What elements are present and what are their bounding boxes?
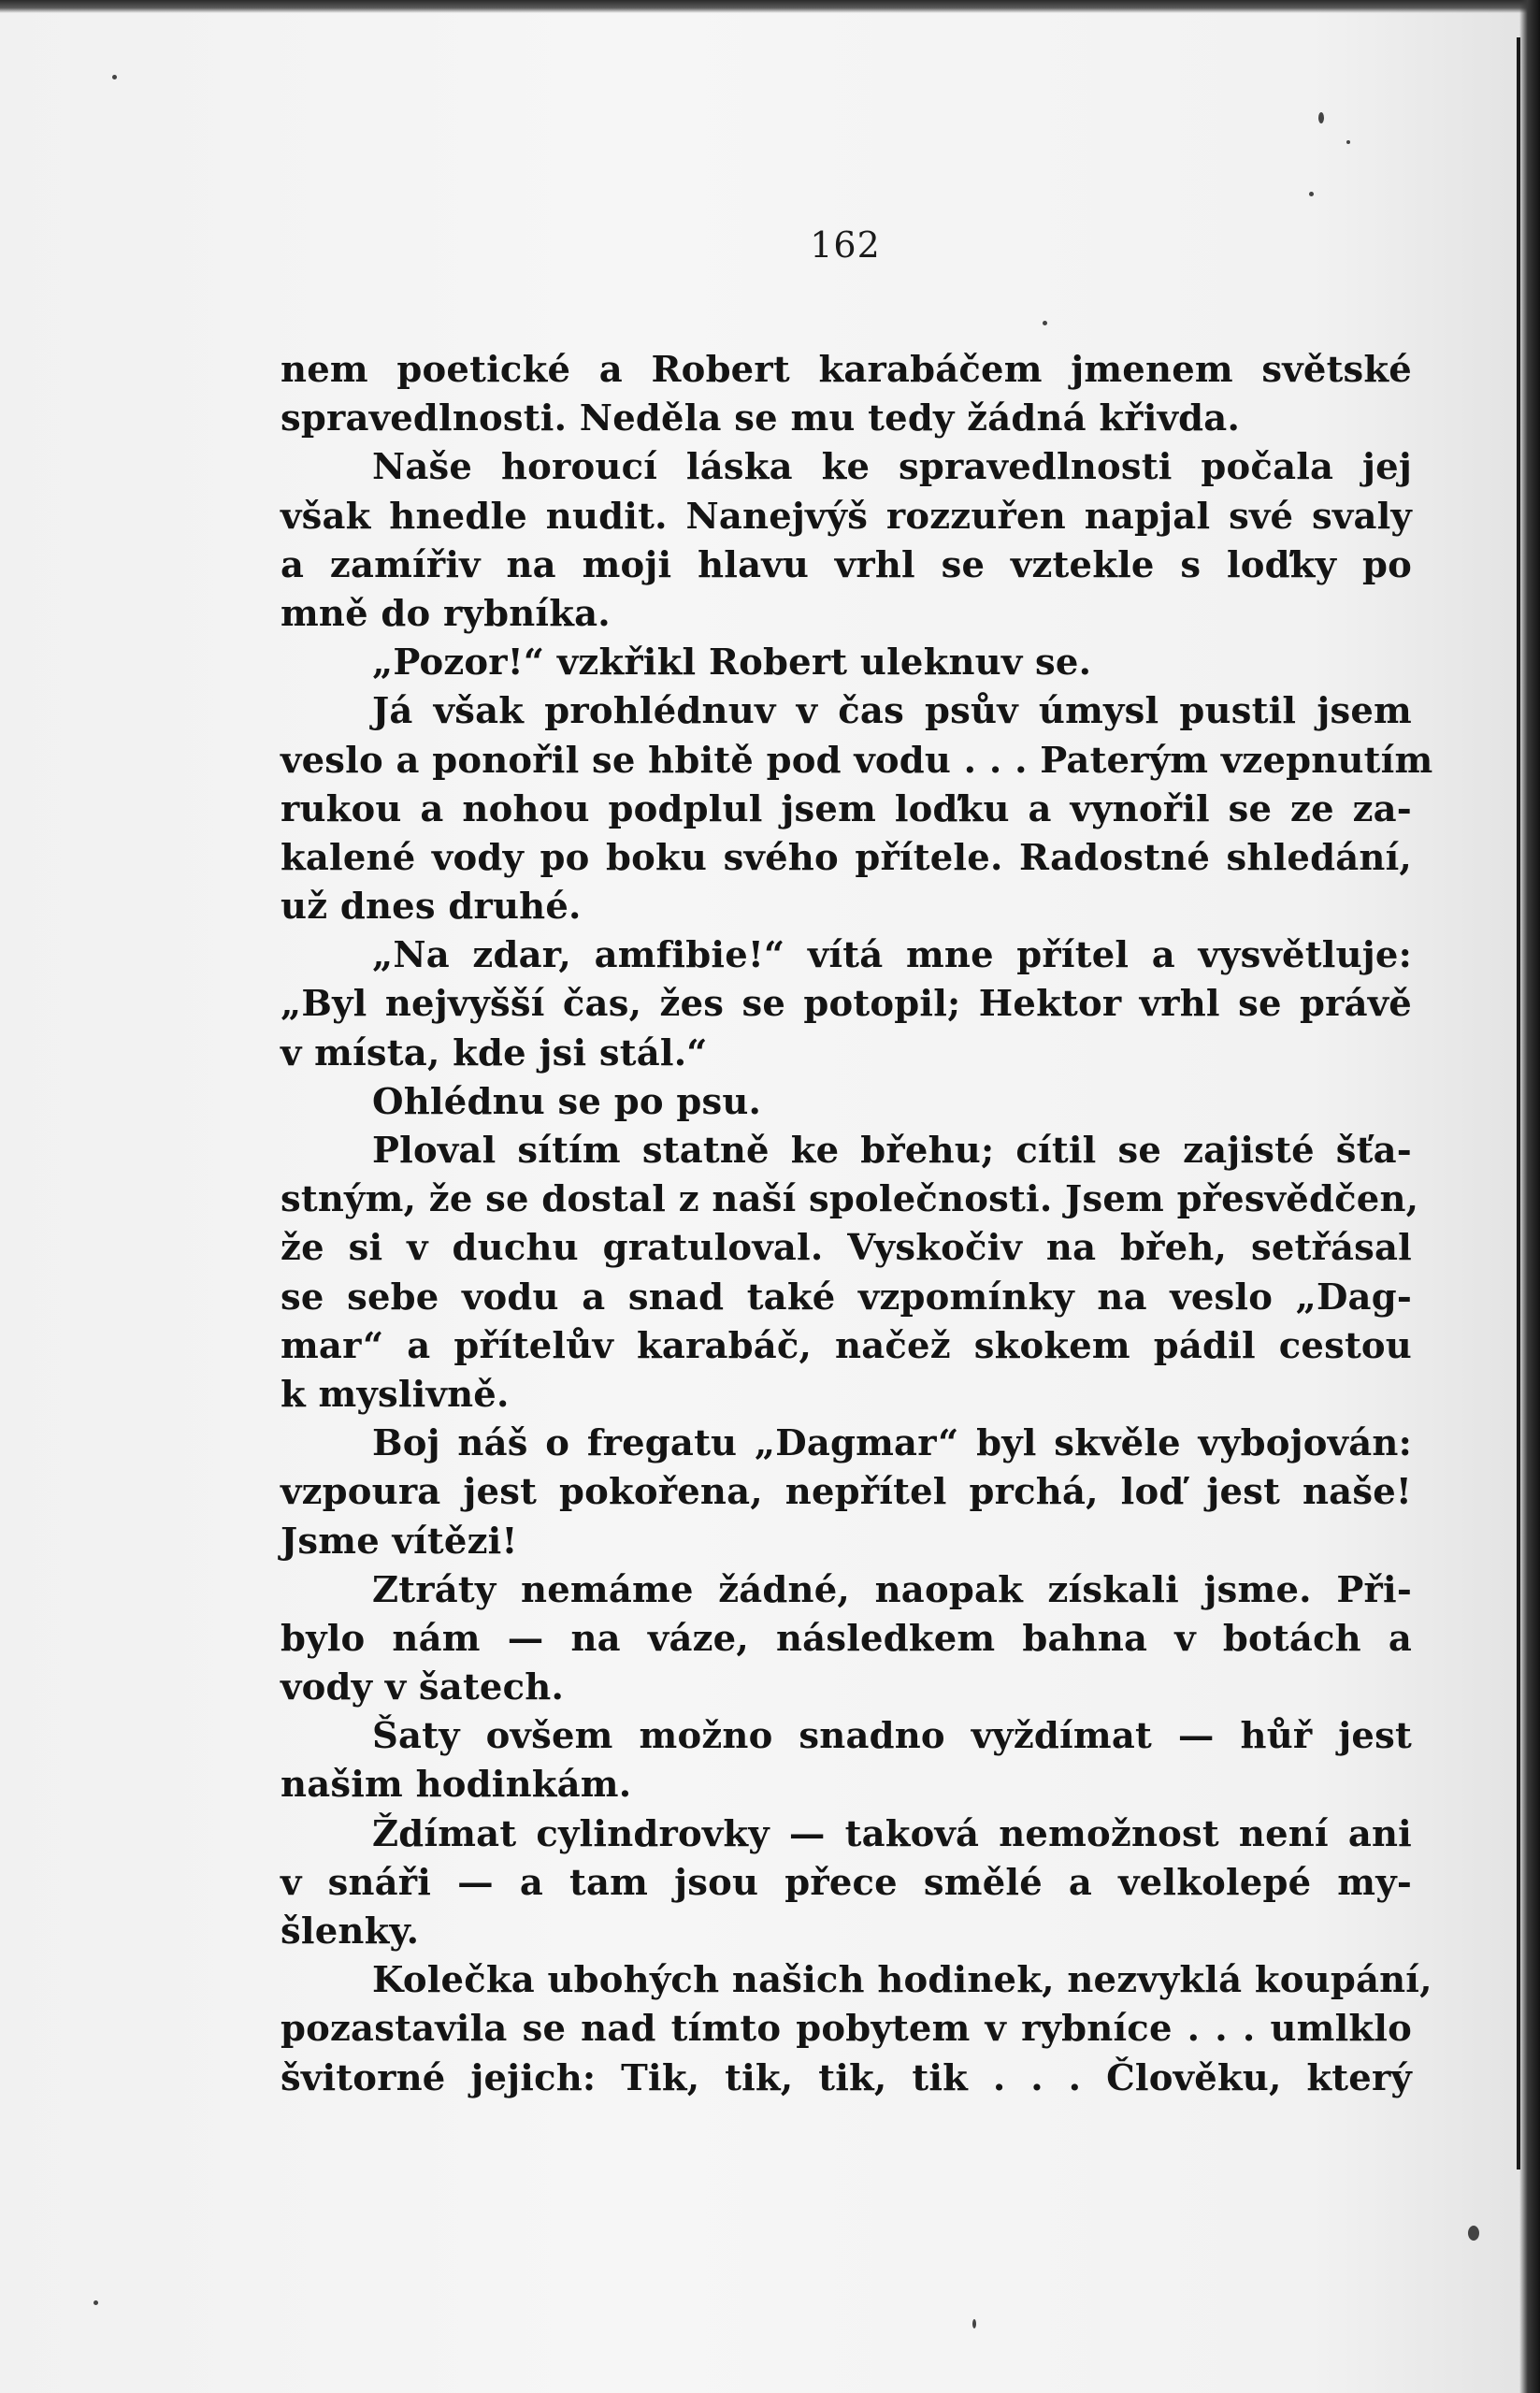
- text-line: švitorné jejich: Tik, tik, tik, tik . . . Člověku, který: [281, 2056, 1412, 2099]
- scan-speck: [112, 75, 117, 79]
- scan-speck: [972, 2319, 976, 2328]
- text-line: Kolečka ubohých našich hodinek, nezvyklá koupání,: [372, 1959, 1432, 2002]
- text-line: Ždímat cylindrovky — taková nemožnost není ani: [372, 1812, 1412, 1855]
- page-top-shadow: [0, 0, 1540, 13]
- text-line: „Pozor!“ vzkřikl Robert uleknuv se.: [372, 641, 1092, 685]
- scan-speck: [94, 2300, 98, 2305]
- text-line: Já však prohlédnuv v čas psův úmysl pustil jsem: [372, 690, 1412, 733]
- text-line: v místa, kde jsi stál.“: [281, 1031, 708, 1074]
- text-line: Jsme vítězi!: [281, 1520, 518, 1563]
- text-line: k myslivně.: [281, 1373, 510, 1416]
- text-line: stným, že se dostal z naší společnosti. Jsem přesvědčen,: [281, 1178, 1419, 1221]
- text-line: vody v šatech.: [281, 1666, 565, 1709]
- text-line: „Byl nejvyšší čas, žes se potopil; Hektor vrhl se právě: [281, 983, 1412, 1026]
- text-line: Boj náš o fregatu „Dagmar“ byl skvěle vybojován:: [372, 1422, 1412, 1465]
- text-line: rukou a nohou podplul jsem loďku a vynořil se ze za-: [281, 787, 1412, 830]
- scan-speck: [1043, 321, 1047, 325]
- text-line: Šaty ovšem možno snadno vyždímat — hůř jest: [372, 1715, 1412, 1758]
- text-line: mně do rybníka.: [281, 592, 611, 635]
- text-line: šlenky.: [281, 1910, 420, 1953]
- text-line: našim hodinkám.: [281, 1764, 632, 1807]
- text-line: Ploval sítím statně ke břehu; cítil se zajisté šťa-: [372, 1130, 1412, 1172]
- text-line: že si v duchu gratuloval. Vyskočiv na břeh, setřásal: [281, 1227, 1412, 1270]
- text-line: nem poetické a Robert karabáčem jmenem světské: [281, 349, 1412, 391]
- scan-speck: [1318, 112, 1324, 123]
- text-line: vzpoura jest pokořena, nepřítel prchá, loď jest naše!: [281, 1471, 1412, 1514]
- scan-speck: [1309, 192, 1314, 196]
- text-line: v snáři — a tam jsou přece smělé a velkolepé my-: [281, 1861, 1412, 1904]
- text-line: Ohlédnu se po psu.: [372, 1080, 762, 1123]
- text-line: mar“ a přítelův karabáč, načež skokem pádil cestou: [281, 1324, 1412, 1367]
- text-line: spravedlnosti. Neděla se mu tedy žádná křivda.: [281, 397, 1241, 440]
- text-line: Naše horoucí láska ke spravedlnosti počala jej: [372, 446, 1412, 489]
- page-number: 162: [810, 224, 881, 266]
- page-right-shadow: [1519, 0, 1540, 2393]
- text-line: a zamířiv na moji hlavu vrhl se vztekle s loďky po: [281, 543, 1412, 586]
- text-line: se sebe vodu a snad také vzpomínky na veslo „Dag-: [281, 1276, 1412, 1319]
- text-line: už dnes druhé.: [281, 886, 582, 929]
- text-line: Ztráty nemáme žádné, naopak získali jsme. Při-: [372, 1568, 1412, 1611]
- binding-line: [1517, 37, 1520, 2170]
- scan-speck: [1468, 2226, 1479, 2241]
- text-line: kalené vody po boku svého přítele. Radostné shledání,: [281, 836, 1412, 879]
- text-line: pozastavila se nad tímto pobytem v rybníce . . . umlklo: [281, 2008, 1412, 2051]
- scan-speck: [1346, 140, 1350, 144]
- body-text: [281, 346, 1433, 2103]
- text-line: bylo nám — na váze, následkem bahna v botách a: [281, 1617, 1412, 1660]
- text-line: „Na zdar, amfibie!“ vítá mne přítel a vysvětluje:: [372, 934, 1412, 977]
- text-line: veslo a ponořil se hbitě pod vodu . . . Paterým vzepnutím: [281, 739, 1433, 782]
- text-line: však hnedle nudit. Nanejvýš rozzuřen napjal své svaly: [281, 495, 1412, 538]
